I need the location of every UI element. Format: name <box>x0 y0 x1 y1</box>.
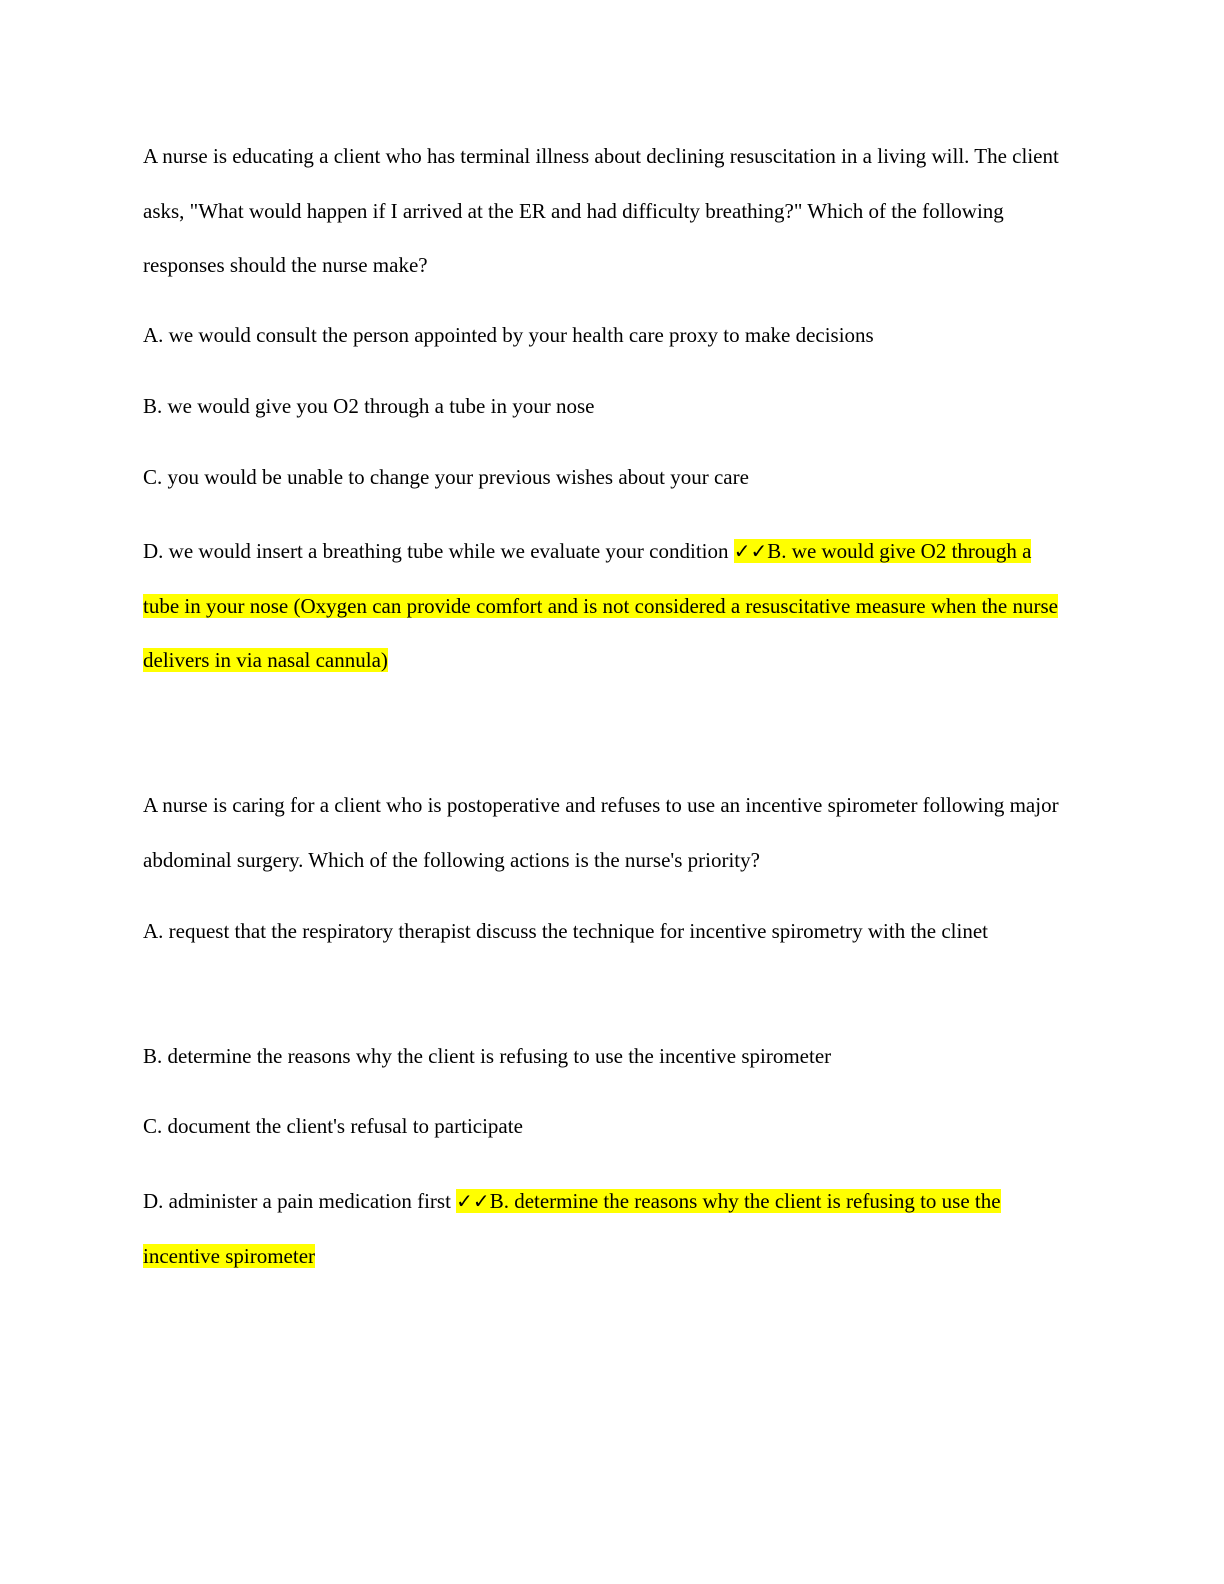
question-2-option-a: A. request that the respiratory therapist discuss the technique for incentive spirometry with the clinet <box>143 919 989 943</box>
question-1-option-b: B. we would give you O2 through a tube in your nose <box>143 394 595 418</box>
question-2-option-d-with-answer <box>143 1174 1063 1283</box>
question-1-stem: A nurse is educating a client who has terminal illness about declining resuscitation in a living will. The client asks, "What would happen if I arrived at the ER and had difficulty breathing?" Which of the following responses should the nurse make? <box>143 144 1059 277</box>
question-1-option-a: A. we would consult the person appointed by your health care proxy to make decisions <box>143 323 874 347</box>
question-2-option-d: D. administer a pain medication first <box>143 1189 457 1213</box>
question-1-answer-text: B. we would give O2 through a tube in your nose (Oxygen can provide comfort and is not considered a resuscitative measure when the nurse delivers in via nasal cannula) <box>143 539 1058 672</box>
question-2-option-c: C. document the client's refusal to participate <box>143 1114 523 1138</box>
question-1-answer-checkmark: ✓✓ <box>733 539 768 563</box>
question-1-option-d: D. we would insert a breathing tube while we evaluate your condition <box>143 539 734 563</box>
question-1-option-c: C. you would be unable to change your previous wishes about your care <box>143 465 749 489</box>
question-2-answer-text: B. determine the reasons why the client is refusing to use the incentive spirometer <box>143 1189 1001 1268</box>
question-1-option-d-with-answer <box>143 524 1063 688</box>
question-2-answer-checkmark: ✓✓ <box>456 1189 490 1213</box>
question-2-option-b: B. determine the reasons why the client is refusing to use the incentive spirometer <box>143 1044 832 1068</box>
question-2-stem: A nurse is caring for a client who is postoperative and refuses to use an incentive spirometer following major abdominal surgery. Which of the following actions is the nurse's priority? <box>143 793 1059 872</box>
